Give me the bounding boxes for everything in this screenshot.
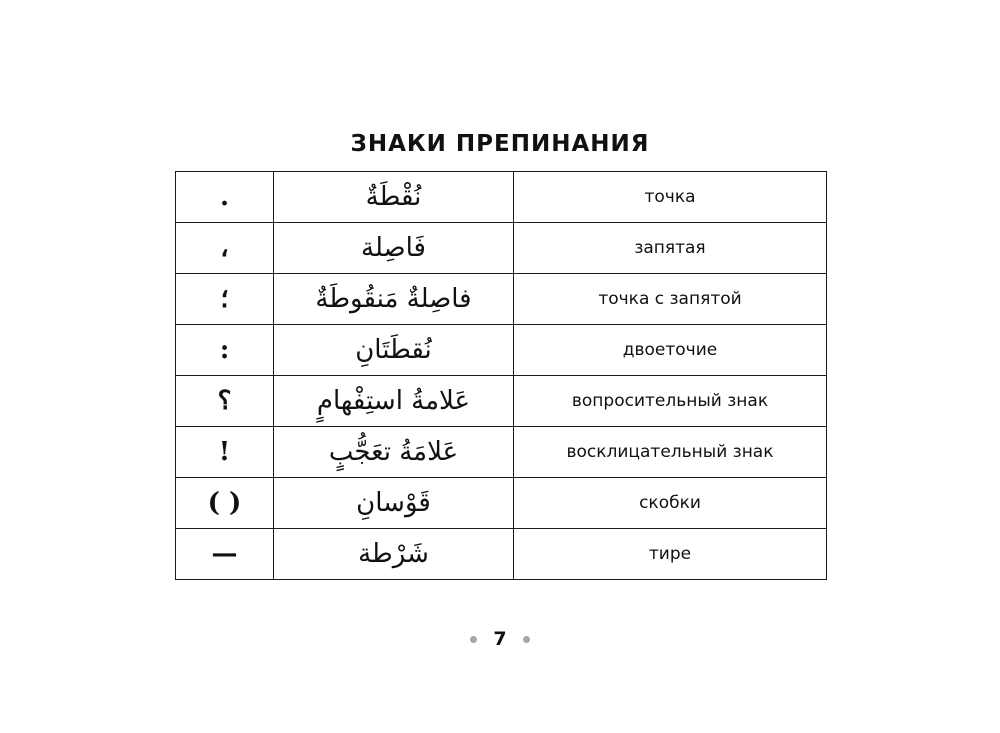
russian-term: восклицательный знак [514,427,827,478]
table-row [176,427,827,478]
page-title: ЗНАКИ ПРЕПИНАНИЯ [350,131,650,157]
left-dot-icon [470,636,477,643]
punctuation-symbol: — [176,529,274,580]
arabic-term: عَلامَةُ تعَجُّبٍ [274,427,514,478]
punctuation-symbol: ( ) [176,478,274,529]
punctuation-symbol: ، [176,223,274,274]
russian-term: вопросительный знак [514,376,827,427]
russian-term: запятая [514,223,827,274]
russian-term: скобки [514,478,827,529]
table-row [176,376,827,427]
russian-term: двоеточие [514,325,827,376]
russian-term: точка [514,172,827,223]
arabic-term: فَاصِلة [274,223,514,274]
table-row [176,529,827,580]
arabic-term: نُقْطَةٌ [274,172,514,223]
punctuation-symbol: ؛ [176,274,274,325]
arabic-term: عَلامةُ استِفْهامٍ [274,376,514,427]
page-number: 7 [493,628,507,650]
arabic-term: شَرْطة [274,529,514,580]
right-dot-icon [523,636,530,643]
arabic-term: نُقطَتَانِ [274,325,514,376]
arabic-term: فاصِلةٌ مَنقُوطَةٌ [274,274,514,325]
table-row [176,274,827,325]
page-footer [0,624,1000,654]
punctuation-symbol: . [176,172,274,223]
punctuation-symbol: ؟ [176,376,274,427]
table-row [176,223,827,274]
punctuation-table [175,171,827,580]
punctuation-symbol: ! [176,427,274,478]
russian-term: точка с запятой [514,274,827,325]
punctuation-symbol: : [176,325,274,376]
arabic-term: قَوْسانِ [274,478,514,529]
russian-term: тире [514,529,827,580]
table-row [176,478,827,529]
table-row [176,325,827,376]
table-row [176,172,827,223]
